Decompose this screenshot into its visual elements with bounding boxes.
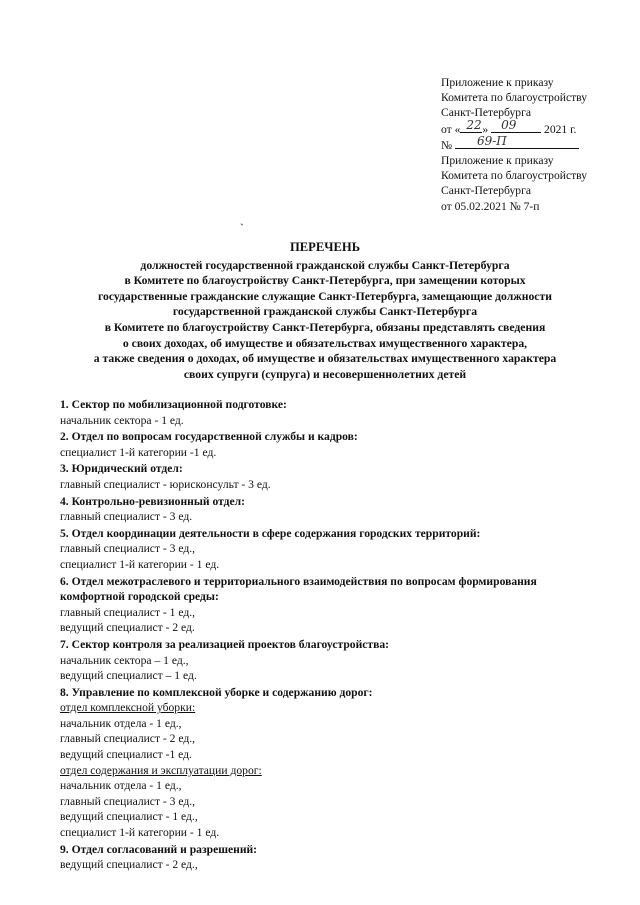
section-road-maintenance <box>60 685 620 841</box>
section-heading: 3. Юридический отдел: <box>60 462 183 476</box>
position-item: ведущий специалист - 1 ед., <box>60 810 198 824</box>
stamp-line: Комитета по благоустройству <box>441 91 588 105</box>
title-line: в Комитете по благоустройству Санкт-Петербурга, при замещении которых <box>124 274 526 288</box>
appendix-stamp-original <box>441 153 587 214</box>
section-heading: 1. Сектор по мобилизационной подготовке: <box>60 398 287 411</box>
position-item: ведущий специалист - 2 ед. <box>60 621 195 635</box>
title-line: в Комитете по благоустройству Санкт-Петербурга, обязаны представлять сведения <box>104 320 546 334</box>
stamp-line: от 05.02.2021 № 7-п <box>441 199 540 213</box>
stamp-number-line <box>441 133 587 153</box>
date-day-field <box>460 117 482 133</box>
title-line: государственной гражданской службы Санкт-Петербурга <box>172 305 478 319</box>
date-month-handwritten: 09 <box>501 117 517 132</box>
subdivision-heading: отдел содержания и эксплуатации дорог: <box>60 763 262 777</box>
date-prefix: от « <box>441 122 461 136</box>
section-territory-maintenance <box>60 526 620 573</box>
stamp-line: Комитета по благоустройству <box>441 169 588 183</box>
position-item: специалист 1-й категории -1 ед. <box>60 445 217 459</box>
section-heading: 4. Контрольно-ревизионный отдел: <box>60 494 246 508</box>
section-heading-cont: комфортной городской среды: <box>60 590 219 604</box>
position-item: начальник сектора – 1 ед., <box>60 653 189 667</box>
document-title <box>40 240 610 382</box>
title-heading: ПЕРЕЧЕНЬ <box>289 240 361 254</box>
position-item: главный специалист - 2 ед., <box>60 732 196 746</box>
section-approvals-permits <box>60 842 620 873</box>
position-item: главный специалист - 1 ед., <box>60 605 196 619</box>
section-legal <box>60 461 620 492</box>
stamp-line: Приложение к приказу <box>441 154 554 167</box>
title-line: а также сведения о доходах, об имуществе и обязательствах имущественного характера <box>93 352 557 366</box>
date-suffix: 2021 г. <box>544 122 577 136</box>
position-item: главный специалист - юрисконсульт - 3 ед. <box>60 477 271 491</box>
title-line: государственные гражданские служащие Санкт-Петербурга, замещающие должности <box>98 289 552 303</box>
title-line: своих супруги (супруга) и несовершеннолетних детей <box>183 367 467 381</box>
section-civil-service-hr <box>60 429 620 460</box>
appendix-stamp-current <box>441 75 587 153</box>
section-project-control <box>60 637 620 684</box>
date-month-field <box>491 117 541 133</box>
position-item: главный специалист - 3 ед., <box>60 542 196 556</box>
section-heading: 8. Управление по комплексной уборке и содержанию дорог: <box>60 685 373 699</box>
section-heading: 7. Сектор контроля за реализацией проектов благоустройства: <box>60 637 390 651</box>
section-mobilization <box>60 397 620 428</box>
positions-list <box>60 397 620 874</box>
position-item: специалист 1-й категории - 1 ед. <box>60 826 220 840</box>
subdivision-heading: отдел комплексной уборки: <box>60 701 196 715</box>
number-field <box>455 133 579 149</box>
title-line: должностей государственной гражданской службы Санкт-Петербурга <box>140 258 510 272</box>
section-heading: 2. Отдел по вопросам государственной службы и кадров: <box>60 430 358 444</box>
position-item: начальник сектора - 1 ед. <box>60 413 184 427</box>
section-audit <box>60 494 620 525</box>
position-item: начальник отдела - 1 ед., <box>60 779 182 793</box>
stamp-line: Приложение к приказу <box>441 76 554 89</box>
position-item: главный специалист - 3 ед., <box>60 794 196 808</box>
stamp-line: Санкт-Петербурга <box>441 184 531 198</box>
position-item: ведущий специалист - 2 ед., <box>60 858 198 872</box>
section-heading: 9. Отдел согласований и разрешений: <box>60 842 258 856</box>
date-day-handwritten: 22 <box>466 117 482 132</box>
stamp-line: Санкт-Петербурга <box>441 106 531 120</box>
title-line: о своих доходах, об имуществе и обязательствах имущественного характера, <box>122 336 528 350</box>
section-heading: 6. Отдел межотраслевого и территориального взаимодействия по вопросам формирования <box>60 574 537 588</box>
position-item: ведущий специалист – 1 ед. <box>60 669 197 683</box>
position-item: специалист 1-й категории - 1 ед. <box>60 557 220 571</box>
stamp-date-line: от « 22 » 09 2021 г. <box>441 117 577 136</box>
section-heading: 5. Отдел координации деятельности в сфере содержания городских территорий: <box>60 526 481 540</box>
number-handwritten: 69-П <box>476 133 507 148</box>
stray-mark: ˎ <box>240 212 244 226</box>
position-item: главный специалист - 3 ед. <box>60 510 193 524</box>
section-urban-environment <box>60 574 620 636</box>
position-item: начальник отдела - 1 ед., <box>60 716 182 730</box>
position-item: ведущий специалист -1 ед. <box>60 748 192 762</box>
number-prefix: № <box>441 138 453 152</box>
